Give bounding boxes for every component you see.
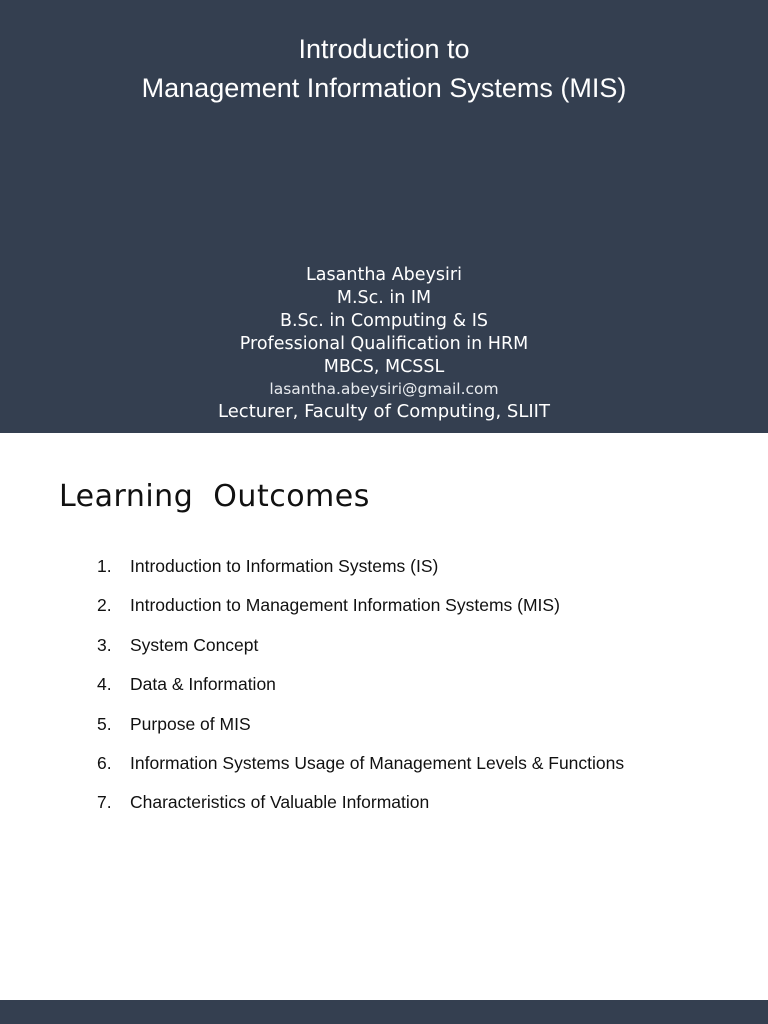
next-slide-edge xyxy=(0,1000,768,1024)
list-item-number: 2. xyxy=(97,595,112,616)
list-item-number: 3. xyxy=(97,634,112,655)
list-item xyxy=(97,672,624,711)
list-item-text: Characteristics of Valuable Information xyxy=(130,792,430,813)
list-item-text: Information Systems Usage of Management Levels & Functions xyxy=(130,752,625,773)
author-memberships: MBCS, MCSSL xyxy=(323,357,445,377)
author-name: Lasantha Abeysiri xyxy=(306,265,462,285)
author-role: Lecturer, Faculty of Computing, SLIIT xyxy=(218,401,550,422)
author-block xyxy=(0,264,768,423)
list-item xyxy=(97,593,624,632)
list-item xyxy=(97,751,624,790)
title-line-1: Introduction to xyxy=(298,34,470,64)
list-item xyxy=(97,633,624,672)
list-item-text: System Concept xyxy=(130,634,259,655)
list-item-text: Purpose of MIS xyxy=(130,713,251,734)
author-degree-bsc: B.Sc. in Computing & IS xyxy=(279,311,489,331)
author-degree-msc: M.Sc. in IM xyxy=(336,288,432,308)
list-item-number: 7. xyxy=(97,792,112,813)
author-qualification: Professional Qualification in HRM xyxy=(239,334,529,354)
list-item-number: 4. xyxy=(97,674,112,695)
author-email: lasantha.abeysiri@gmail.com xyxy=(269,380,499,398)
list-item-number: 5. xyxy=(97,713,112,734)
list-item-number: 6. xyxy=(97,752,112,773)
list-item-text: Introduction to Management Information Systems (MIS) xyxy=(130,595,560,616)
list-item-text: Data & Information xyxy=(130,674,276,695)
list-item xyxy=(97,554,624,593)
list-item-text: Introduction to Information Systems (IS) xyxy=(130,556,439,576)
outcomes-heading: Learning Outcomes xyxy=(59,479,370,514)
title-line-2: Management Information Systems (MIS) xyxy=(141,73,627,103)
outcomes-list xyxy=(97,554,624,830)
title-slide xyxy=(0,0,768,433)
list-item-number: 1. xyxy=(97,556,112,576)
list-item xyxy=(97,712,624,751)
learning-outcomes-slide xyxy=(0,433,768,1000)
list-item xyxy=(97,790,624,829)
slide-title xyxy=(0,30,768,108)
